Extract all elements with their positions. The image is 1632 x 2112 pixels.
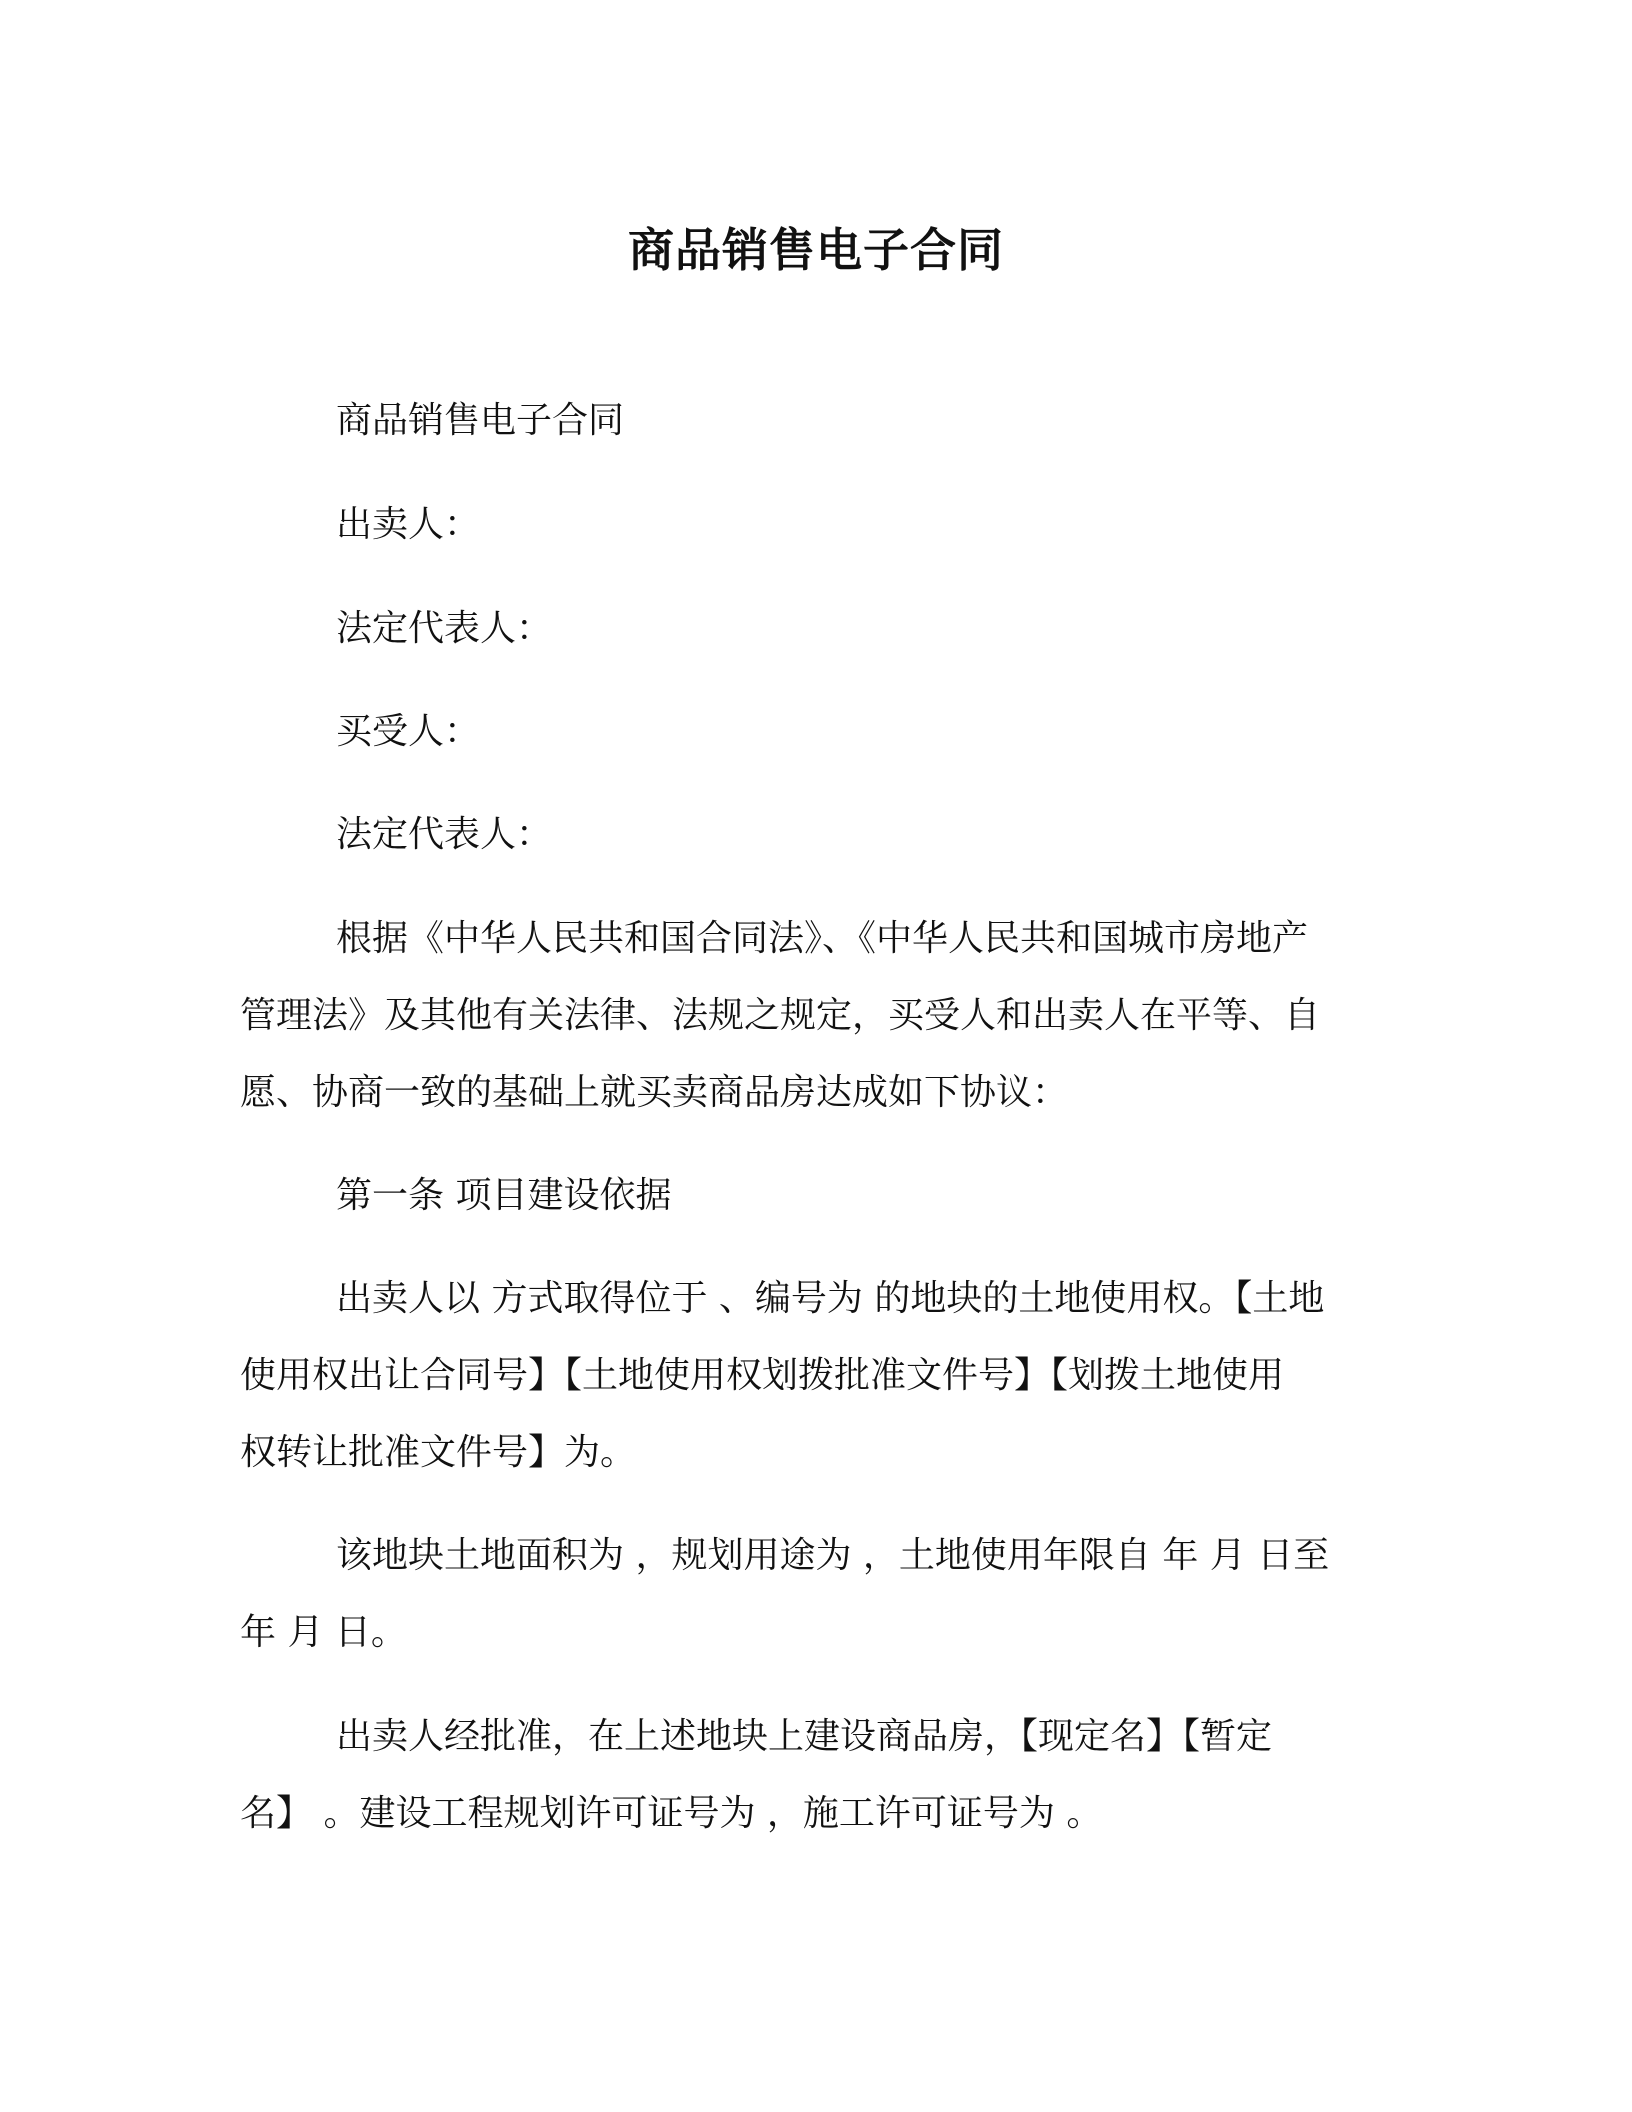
document-title: 商品销售电子合同 — [628, 223, 1004, 277]
seller-line: 出卖人： — [336, 504, 481, 545]
preamble-line-2: 管理法》及其他有关法律、法规之规定，买受人和出卖人在平等、自 — [240, 995, 1321, 1036]
article-1-para-1-line-1: 出卖人以 方式取得位于 、编号为 的地块的土地使用权。【土地 — [336, 1278, 1325, 1319]
subtitle-line: 商品销售电子合同 — [336, 400, 625, 441]
buyer-representative-line: 法定代表人： — [336, 814, 553, 855]
article-1-para-3-line-2: 名】 。建设工程规划许可证号为 ，施工许可证号为 。 — [240, 1793, 1103, 1834]
preamble-line-3: 愿、协商一致的基础上就买卖商品房达成如下协议： — [240, 1072, 1069, 1113]
article-1-para-3-line-1: 出卖人经批准，在上述地块上建设商品房，【现定名】【暂定 — [336, 1716, 1273, 1757]
article-1-para-2-line-2: 年 月 日。 — [240, 1612, 407, 1653]
preamble-line-1: 根据《中华人民共和国合同法》、《中华人民共和国城市房地产 — [336, 918, 1309, 959]
seller-representative-line: 法定代表人： — [336, 608, 553, 649]
article-1-heading: 第一条 项目建设依据 — [336, 1175, 672, 1216]
article-1-para-2-line-1: 该地块土地面积为 ，规划用途为 ，土地使用年限自 年 月 日至 — [336, 1535, 1330, 1576]
buyer-line: 买受人： — [336, 711, 481, 752]
article-1-para-1-line-2: 使用权出让合同号】【土地使用权划拨批准文件号】【划拨土地使用 — [240, 1355, 1285, 1396]
article-1-para-1-line-3: 权转让批准文件号】为。 — [240, 1432, 637, 1473]
